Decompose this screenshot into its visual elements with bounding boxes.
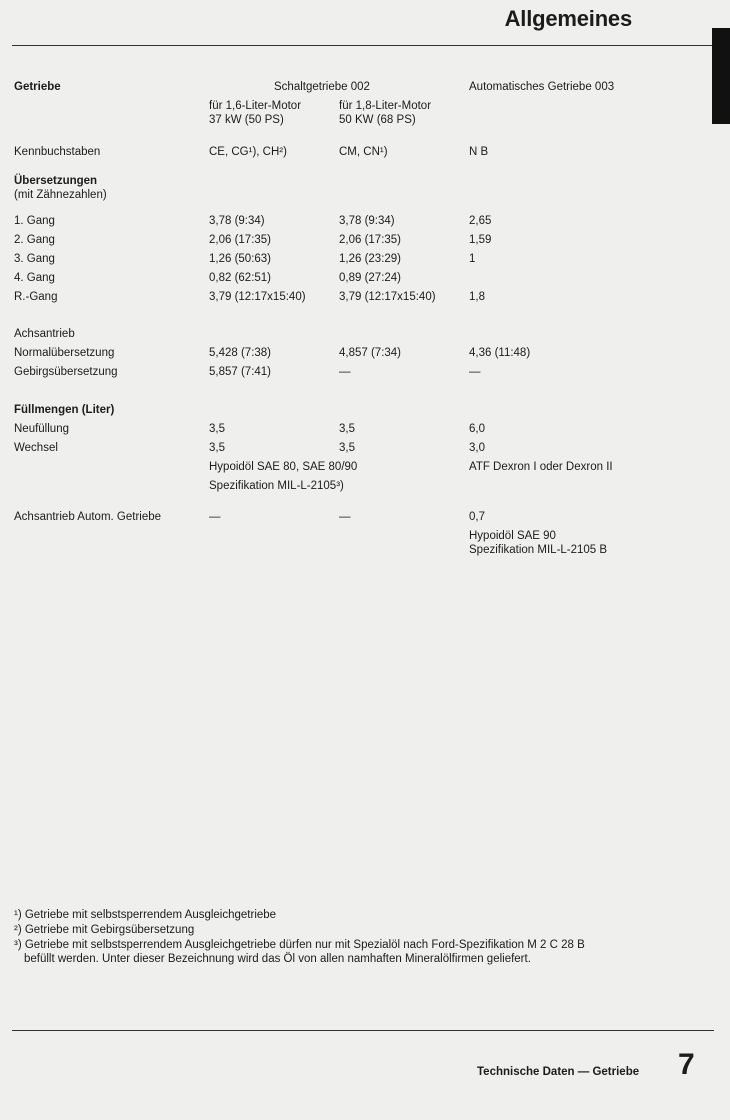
gear-row-label: 2. Gang — [14, 234, 55, 246]
gear-row-auto: 1,59 — [469, 234, 492, 246]
achsantrieb-row-m16: 5,857 (7:41) — [209, 366, 272, 378]
kennbuchstaben-m18: CM, CN¹) — [339, 146, 388, 158]
uebersetzungen-subheading: (mit Zähnezahlen) — [14, 189, 107, 201]
gear-row-label: R.-Gang — [14, 291, 58, 303]
gear-row-m16: 3,78 (9:34) — [209, 215, 265, 227]
gear-row-m18: 3,78 (9:34) — [339, 215, 395, 227]
page-title: Allgemeines — [504, 6, 632, 31]
top-rule — [12, 45, 712, 46]
achsantrieb-row-m18: 4,857 (7:34) — [339, 347, 402, 359]
gear-row-m18: 3,79 (12:17x15:40) — [339, 291, 436, 303]
fuellmengen-row-auto: 3,0 — [469, 442, 485, 454]
gear-row-auto: 1,8 — [469, 291, 485, 303]
gear-row-m18: 0,89 (27:24) — [339, 272, 402, 284]
motor-16-line1: für 1,6-Liter-Motor — [209, 100, 302, 112]
fuellmengen-row-label: Wechsel — [14, 442, 58, 454]
manual-oil-spec-line2: Spezifikation MIL-L-2105³) — [209, 480, 344, 492]
achsantrieb-row-auto: — — [469, 366, 481, 378]
gear-row-m18: 2,06 (17:35) — [339, 234, 402, 246]
motor-18-line1: für 1,8-Liter-Motor — [339, 100, 432, 112]
kennbuchstaben-auto: N B — [469, 146, 489, 158]
achsantrieb-auto-m18: — — [339, 511, 351, 523]
gear-row-auto: 1 — [469, 253, 476, 265]
achsantrieb-auto-m16: — — [209, 511, 221, 523]
gear-row-m16: 3,79 (12:17x15:40) — [209, 291, 306, 303]
fuellmengen-heading: Füllmengen (Liter) — [14, 404, 115, 416]
achsantrieb-auto-oil-line2: Spezifikation MIL-L-2105 B — [469, 544, 608, 556]
gear-row-m16: 1,26 (50:63) — [209, 253, 272, 265]
footnote-1: ¹) Getriebe mit selbstsperrendem Ausgleichgetriebe — [14, 909, 277, 921]
footnote-3-line2: befüllt werden. Unter dieser Bezeichnung wird das Öl von allen namhaften Mineralölfirmen geliefert. — [24, 953, 531, 965]
auto-gearbox-header: Automatisches Getriebe 003 — [469, 81, 615, 93]
achsantrieb-auto-oil-line1: Hypoidöl SAE 90 — [469, 530, 556, 542]
achsantrieb-heading: Achsantrieb — [14, 328, 75, 340]
manual-gearbox-header: Schaltgetriebe 002 — [274, 81, 370, 93]
gear-row-m16: 0,82 (62:51) — [209, 272, 272, 284]
bottom-rule — [12, 1030, 714, 1031]
achsantrieb-auto-label: Achsantrieb Autom. Getriebe — [14, 511, 162, 523]
footer-section-label: Technische Daten — Getriebe — [477, 1066, 640, 1078]
footnote-2: ²) Getriebe mit Gebirgsübersetzung — [14, 924, 195, 936]
achsantrieb-row-m18: — — [339, 366, 351, 378]
achsantrieb-row-label: Gebirgsübersetzung — [14, 366, 118, 378]
achsantrieb-auto-value: 0,7 — [469, 511, 485, 523]
section-tab-marker — [712, 28, 730, 124]
getriebe-label: Getriebe — [14, 81, 61, 93]
kennbuchstaben-label: Kennbuchstaben — [14, 146, 101, 158]
fuellmengen-row-m16: 3,5 — [209, 442, 225, 454]
achsantrieb-row-label: Normalübersetzung — [14, 347, 115, 359]
fuellmengen-row-m18: 3,5 — [339, 442, 355, 454]
gear-row-label: 4. Gang — [14, 272, 55, 284]
auto-oil-spec: ATF Dexron I oder Dexron II — [469, 461, 613, 473]
gear-row-m18: 1,26 (23:29) — [339, 253, 402, 265]
manual-oil-spec-line1: Hypoidöl SAE 80, SAE 80/90 — [209, 461, 358, 473]
fuellmengen-row-m16: 3,5 — [209, 423, 225, 435]
uebersetzungen-heading: Übersetzungen — [14, 175, 98, 187]
achsantrieb-row-m16: 5,428 (7:38) — [209, 347, 272, 359]
fuellmengen-row-m18: 3,5 — [339, 423, 355, 435]
gear-row-auto: 2,65 — [469, 215, 492, 227]
motor-18-line2: 50 KW (68 PS) — [339, 114, 416, 126]
achsantrieb-row-auto: 4,36 (11:48) — [469, 347, 531, 359]
gear-row-m16: 2,06 (17:35) — [209, 234, 272, 246]
gear-row-label: 3. Gang — [14, 253, 55, 265]
motor-16-line2: 37 kW (50 PS) — [209, 114, 284, 126]
footnote-3-line1: ³) Getriebe mit selbstsperrendem Ausgleichgetriebe dürfen nur mit Spezialöl nach Ford-Spezifikation M 2 C 28 B — [14, 939, 585, 951]
page-number: 7 — [678, 1048, 695, 1081]
fuellmengen-row-auto: 6,0 — [469, 423, 485, 435]
fuellmengen-row-label: Neufüllung — [14, 423, 69, 435]
kennbuchstaben-m16: CE, CG¹), CH²) — [209, 146, 287, 158]
gear-row-label: 1. Gang — [14, 215, 55, 227]
